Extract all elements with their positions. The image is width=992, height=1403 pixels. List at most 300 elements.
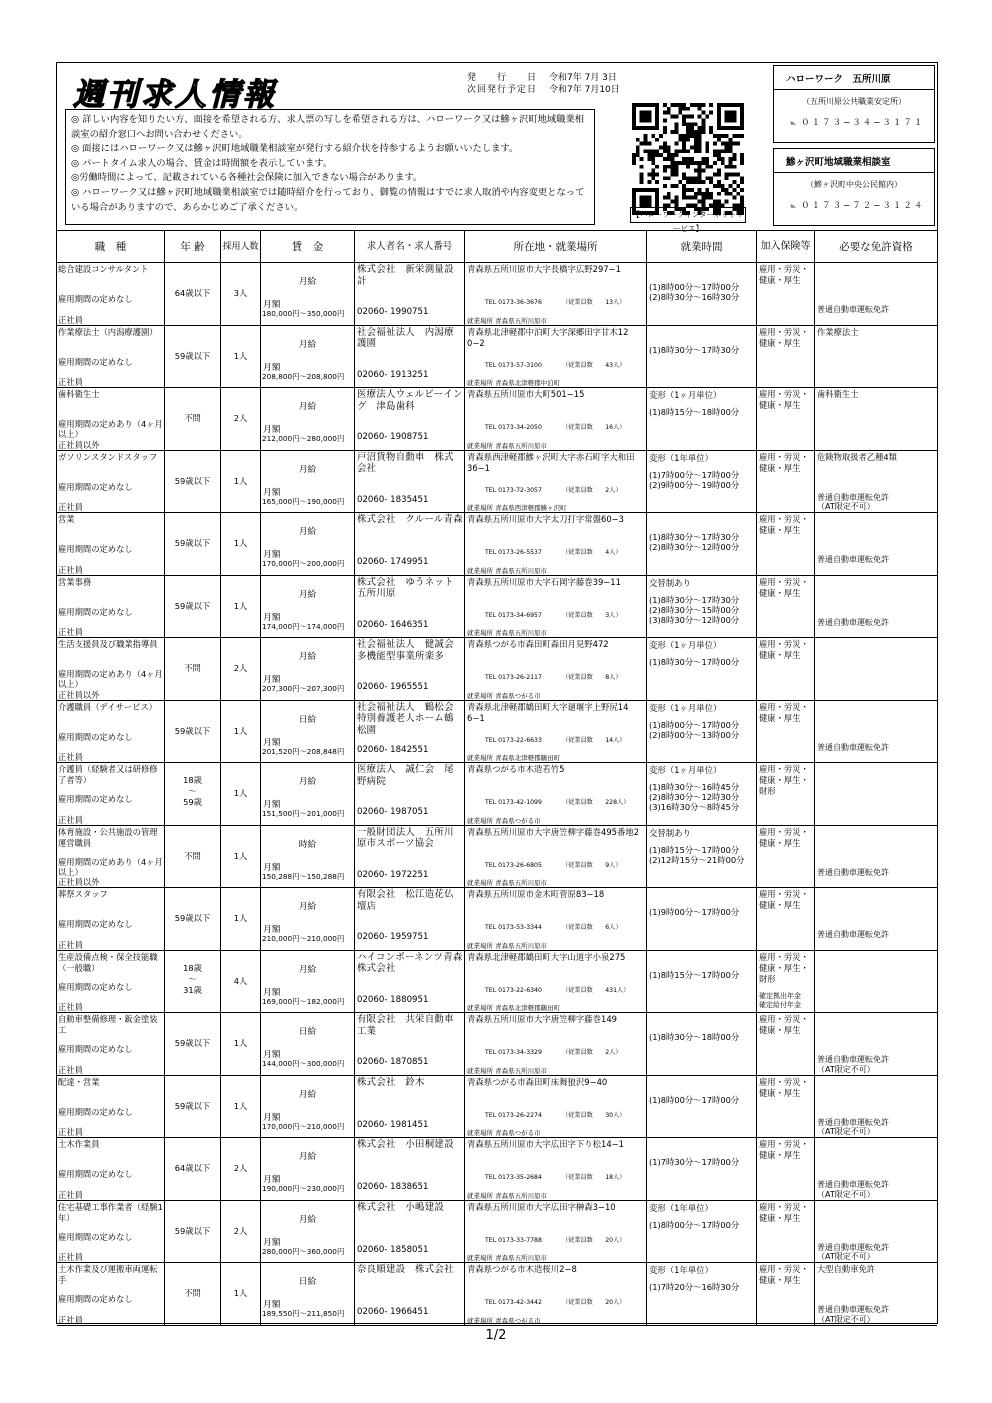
wage-range: 170,000円〜210,000円 bbox=[262, 1121, 345, 1131]
wage-range: 180,000円〜350,000円 bbox=[262, 309, 345, 318]
employment-type: 正社員 bbox=[58, 1127, 83, 1137]
location-cell bbox=[465, 1138, 647, 1200]
employer-cell bbox=[355, 263, 465, 325]
employee-count: （従業員数 431人） bbox=[561, 986, 630, 994]
license-line: 普通自動車運転免許 bbox=[817, 867, 889, 877]
hire-count: 3人 bbox=[233, 288, 248, 298]
hire-count: 1人 bbox=[233, 725, 248, 736]
notice-line: ◎労働時間によって、記載されている各種社会保険に加入できない場合があります。 bbox=[71, 172, 423, 184]
col-job: 職 種 bbox=[57, 231, 165, 263]
table-row[interactable] bbox=[57, 1263, 937, 1326]
address: 青森県五所川原市大町501−15 bbox=[467, 389, 585, 399]
employer-name: 医療法人 誠仁会 尾野病院 bbox=[357, 764, 454, 787]
employment-period: 雇用期間の定めなし bbox=[58, 1044, 133, 1054]
age-value: 59歳以下 bbox=[174, 1225, 211, 1236]
job-number: 02060- 1870851 bbox=[357, 1057, 429, 1067]
work-site: 就業場所 青森県北津軽郡鶴田町 bbox=[467, 1004, 561, 1012]
table-row[interactable] bbox=[57, 388, 937, 451]
location-cell bbox=[465, 326, 647, 388]
table-row[interactable] bbox=[57, 951, 937, 1014]
wage-type: 月給 bbox=[298, 964, 317, 975]
hire-count-cell bbox=[221, 951, 261, 1013]
employer-cell bbox=[355, 701, 465, 763]
employment-period: 雇用期間の定めなし bbox=[58, 981, 133, 992]
hours-variation: 変形（1ヶ月単位） bbox=[649, 702, 722, 713]
location-cell bbox=[465, 951, 647, 1013]
insurance-cell bbox=[757, 1076, 815, 1138]
wage-cell bbox=[261, 1138, 355, 1200]
notice-line: ◎ ハローワーク又は鰺ヶ沢町地域職業相談室では随時紹介を行っており、御覧の情報はすでに求人取消や内容変更となっている場合がありますので、あらかじめご了承ください。 bbox=[71, 186, 585, 213]
hire-count-cell bbox=[221, 263, 261, 325]
work-site: 就業場所 青森県北津軽郡鶴田町 bbox=[467, 754, 561, 762]
hire-count: 1人 bbox=[233, 350, 248, 361]
employer-cell bbox=[355, 1263, 465, 1325]
employee-count: （従業員数 16人） bbox=[561, 424, 626, 431]
license-list bbox=[817, 1118, 889, 1137]
hire-count: 2人 bbox=[233, 663, 248, 673]
license-list bbox=[817, 618, 889, 628]
wage-range: 207,300円〜207,300円 bbox=[262, 684, 345, 693]
age-cell bbox=[165, 951, 221, 1013]
job-title: 介護員（経験者又は研修修了者等） bbox=[58, 764, 158, 785]
insurance-extra: 確定給付年金 bbox=[759, 1000, 801, 1009]
wage-cell bbox=[261, 576, 355, 638]
address: 青森県五所川原市大字広田字榊森3−10 bbox=[467, 1201, 616, 1212]
employment-period: 雇用期間の定めなし bbox=[58, 606, 133, 617]
employer-name: 株式会社 小嶋建設 bbox=[357, 1201, 445, 1213]
tel-number: TEL 0173-42-1099 bbox=[485, 799, 542, 806]
notice-line: ◎ 面接にはハローワーク又は鰺ヶ沢町地域職業相談室が発行する紹介状を持参するようお願いいたします。 bbox=[71, 143, 519, 155]
employment-type: 正社員 bbox=[58, 1189, 83, 1200]
employer-name: 株式会社 ゆうネット五所川原 bbox=[357, 576, 454, 599]
location-cell bbox=[465, 1013, 647, 1075]
employment-type: 正社員以外 bbox=[58, 689, 100, 700]
table-row[interactable] bbox=[57, 326, 937, 389]
work-site: 就業場所 青森県五所川原市 bbox=[467, 1254, 548, 1262]
hours-cell bbox=[647, 1138, 757, 1200]
job-title: 生産設備点検・保全技能職（一般職） bbox=[58, 951, 158, 973]
tel-number: TEL 0173-22-6340 bbox=[485, 986, 542, 994]
wage-range: 190,000円〜230,000円 bbox=[262, 1184, 345, 1193]
employment-period: 雇用期間の定めなし bbox=[58, 1169, 133, 1179]
office-name: ハローワーク 五所川原 bbox=[774, 66, 934, 90]
office-tel bbox=[774, 116, 934, 128]
wage-unit: 月額 bbox=[263, 675, 281, 685]
office-name: 鰺ヶ沢町地域職業相談室 bbox=[774, 149, 934, 173]
employer-tel bbox=[485, 1047, 622, 1056]
employee-count: （従業員数 30人） bbox=[561, 1111, 626, 1119]
wage-range: 165,000円〜190,000円 bbox=[262, 496, 345, 506]
table-row[interactable] bbox=[57, 701, 937, 764]
job-cell bbox=[57, 513, 165, 575]
issue-label: 発 行 日 bbox=[467, 73, 538, 83]
hire-count-cell bbox=[221, 763, 261, 825]
wage-range: 144,000円〜300,000円 bbox=[262, 1059, 345, 1068]
insurance: 雇用・労災・健康・厚生 bbox=[759, 326, 809, 348]
employment-period: 雇用期間の定めなし bbox=[58, 1231, 133, 1242]
employer-tel bbox=[485, 485, 622, 494]
insurance-cell bbox=[757, 263, 815, 325]
location-cell bbox=[465, 576, 647, 638]
job-title: 自動車整備修理・鈑金塗装工 bbox=[58, 1014, 158, 1035]
notice-line: ◎ パートタイム求人の場合、賃金は時間額を表示しています。 bbox=[71, 157, 333, 169]
age-value: 59歳以下 bbox=[174, 538, 211, 548]
wage-cell bbox=[261, 763, 355, 825]
hours-variation: 変形（1年単位） bbox=[649, 1265, 713, 1275]
age-cell bbox=[165, 326, 221, 388]
wage-type: 月給 bbox=[298, 464, 317, 475]
work-site: 就業場所 青森県五所川原市 bbox=[467, 441, 548, 450]
license-list bbox=[817, 555, 889, 565]
hours-variation: 変形（1年単位） bbox=[649, 452, 713, 463]
job-cell bbox=[57, 951, 165, 1013]
wage-unit: 月額 bbox=[263, 987, 281, 998]
employment-type: 正社員以外 bbox=[58, 877, 100, 887]
shift-line: (1)8時00分〜17時00分 bbox=[649, 719, 740, 730]
insurance: 雇用・労災・健康・厚生 bbox=[759, 451, 809, 473]
table-row[interactable] bbox=[57, 1013, 937, 1076]
location-cell bbox=[465, 1076, 647, 1138]
insurance-cell bbox=[757, 1263, 815, 1325]
location-cell bbox=[465, 451, 647, 513]
tel-number: TEL 0173-34-2050 bbox=[485, 424, 542, 431]
insurance-cell bbox=[757, 1201, 815, 1263]
age-cell bbox=[165, 576, 221, 638]
hire-count-cell bbox=[221, 388, 261, 450]
tel-mark: ℡ bbox=[790, 120, 797, 127]
job-title: 土木作業及び運搬車両運転手 bbox=[58, 1264, 158, 1285]
job-number: 02060- 1880951 bbox=[357, 994, 429, 1005]
insurance-extra: 確定拠出年金 bbox=[759, 991, 801, 1000]
employer-tel bbox=[485, 1297, 626, 1306]
employer-cell bbox=[355, 1138, 465, 1200]
shift-list bbox=[649, 657, 739, 667]
employment-type: 正社員 bbox=[58, 377, 83, 387]
job-number: 02060- 1987051 bbox=[357, 807, 429, 817]
wage-type: 日給 bbox=[298, 1027, 317, 1037]
job-number: 02060- 1990751 bbox=[357, 307, 429, 317]
address: 青森県つがる市森田町森田月見野472 bbox=[467, 639, 609, 649]
shift-list bbox=[649, 907, 739, 917]
license-list bbox=[817, 868, 889, 878]
wage-cell bbox=[261, 451, 355, 513]
insurance: 雇用・労災・健康・厚生 bbox=[759, 826, 809, 848]
age-value: 不問 bbox=[184, 850, 201, 861]
wage-type: 月給 bbox=[298, 1152, 317, 1162]
address: 青森県つがる市森田町床舞狼沢9−40 bbox=[467, 1076, 608, 1087]
age-cell bbox=[165, 1138, 221, 1200]
license-line: 普通自動車運転免許 bbox=[817, 617, 889, 627]
issue-dates bbox=[467, 72, 620, 96]
table-row[interactable] bbox=[57, 1201, 937, 1264]
wage-cell bbox=[261, 1076, 355, 1138]
shift-list bbox=[649, 1032, 739, 1042]
license-list bbox=[817, 1243, 889, 1262]
office-tel bbox=[774, 199, 934, 211]
job-cell bbox=[57, 1076, 165, 1138]
employment-type: 正社員 bbox=[58, 1314, 83, 1325]
hours-cell bbox=[647, 638, 757, 700]
hours-cell bbox=[647, 576, 757, 638]
work-site: 就業場所 青森県つがる市 bbox=[467, 1129, 541, 1137]
employer-tel bbox=[485, 860, 622, 869]
job-number: 02060- 1835451 bbox=[357, 494, 429, 505]
employer-tel bbox=[485, 1235, 626, 1244]
wage-type: 月給 bbox=[298, 589, 317, 600]
age-cell bbox=[165, 826, 221, 888]
shift-list bbox=[649, 782, 739, 812]
address: 青森県北津軽郡鶴田町大字山道字小泉275 bbox=[467, 951, 626, 962]
employer-tel bbox=[485, 922, 622, 931]
wage-cell bbox=[261, 326, 355, 388]
tel-number: TEL 0173-26-2117 bbox=[485, 674, 542, 681]
wage-cell bbox=[261, 638, 355, 700]
table-row[interactable] bbox=[57, 576, 937, 639]
insurance-cell bbox=[757, 638, 815, 700]
address: 青森県西津軽郡鰺ヶ沢町大字赤石町字大和田36−1 bbox=[467, 451, 635, 473]
age-value: 59歳以下 bbox=[174, 1038, 211, 1048]
job-cell bbox=[57, 326, 165, 388]
office-goshogawara bbox=[773, 65, 935, 143]
shift-list bbox=[649, 845, 744, 865]
license-line: 普通自動車運転免許 bbox=[817, 1180, 889, 1189]
license-top: 作業療法士 bbox=[817, 326, 859, 337]
address: 青森県五所川原市大字石岡字藤巻39−11 bbox=[467, 576, 621, 587]
license-line: （AT限定不可） bbox=[817, 1064, 875, 1074]
shift-line: (2)8時00分〜13時00分 bbox=[649, 729, 740, 740]
employment-type: 正社員以外 bbox=[58, 439, 100, 450]
age-cell bbox=[165, 1076, 221, 1138]
table-row[interactable] bbox=[57, 1076, 937, 1139]
employment-type: 正社員 bbox=[58, 939, 83, 950]
job-title: 体育施設・公共施設の管理運営職員 bbox=[58, 826, 158, 848]
work-site: 就業場所 青森県北津軽郡中泊町 bbox=[467, 379, 561, 387]
work-site: 就業場所 青森県五所川原市 bbox=[467, 941, 548, 950]
license-cell bbox=[815, 888, 937, 950]
job-cell bbox=[57, 1138, 165, 1200]
location-cell bbox=[465, 888, 647, 950]
employer-cell bbox=[355, 888, 465, 950]
employer-cell bbox=[355, 451, 465, 513]
age-cell bbox=[165, 638, 221, 700]
job-number: 02060- 1965551 bbox=[357, 682, 429, 692]
insurance: 雇用・労災・健康・厚生 bbox=[759, 889, 809, 910]
hire-count-cell bbox=[221, 576, 261, 638]
col-employer: 求人者名・求人番号 bbox=[355, 231, 465, 263]
license-top: 危険物取扱者乙種4類 bbox=[817, 451, 897, 462]
shift-line: (2)8時30分〜15時00分 bbox=[649, 604, 740, 615]
age-value: 不問 bbox=[184, 663, 201, 673]
license-top: 歯科衛生士 bbox=[817, 389, 859, 399]
wage-range: 174,000円〜174,000円 bbox=[262, 621, 345, 631]
address: 青森県五所川原市大字太刀打字常盤60−3 bbox=[467, 514, 625, 524]
hours-cell bbox=[647, 326, 757, 388]
insurance-cell bbox=[757, 763, 815, 825]
work-site: 就業場所 青森県五所川原市 bbox=[467, 316, 548, 325]
wage-unit: 月額 bbox=[263, 925, 281, 935]
job-title: 営業事務 bbox=[58, 576, 92, 587]
shift-line: (1)8時30分〜16時45分 bbox=[649, 782, 740, 792]
insurance: 雇用・労災・健康・厚生 bbox=[759, 1264, 809, 1285]
age-cell bbox=[165, 513, 221, 575]
tel-number: TEL 0173-53-3344 bbox=[485, 924, 542, 931]
shift-line: (2)8時30分〜16時30分 bbox=[649, 292, 740, 302]
insurance: 雇用・労災・健康・厚生・財形 bbox=[759, 951, 809, 984]
wage-unit: 月額 bbox=[263, 800, 281, 810]
wage-unit: 月額 bbox=[263, 487, 281, 498]
hire-count: 1人 bbox=[233, 1288, 248, 1298]
hire-count-cell bbox=[221, 513, 261, 575]
col-wage: 賃 金 bbox=[261, 231, 355, 263]
wage-range: 280,000円〜360,000円 bbox=[262, 1246, 345, 1256]
shift-line: (1)8時30分〜17時30分 bbox=[649, 594, 740, 605]
shift-line: (1)8時30分〜18時00分 bbox=[649, 1032, 740, 1042]
hours-variation: 交替制あり bbox=[649, 577, 691, 588]
shift-line: (2)12時15分〜21時00分 bbox=[649, 854, 745, 865]
wage-type: 月給 bbox=[298, 339, 317, 350]
work-site: 就業場所 青森県五所川原市 bbox=[467, 879, 548, 887]
location-cell bbox=[465, 513, 647, 575]
employer-cell bbox=[355, 951, 465, 1013]
license-top: 大型自動車免許 bbox=[817, 1264, 876, 1274]
license-cell bbox=[815, 763, 937, 825]
job-cell bbox=[57, 451, 165, 513]
wage-cell bbox=[261, 888, 355, 950]
hours-cell bbox=[647, 951, 757, 1013]
office-tel-number: ０１７３−７２−３１２４ bbox=[801, 201, 925, 211]
insurance: 雇用・労災・健康・厚生 bbox=[759, 701, 809, 723]
wage-unit: 月額 bbox=[263, 862, 281, 873]
shift-list bbox=[649, 470, 739, 490]
hours-cell bbox=[647, 1013, 757, 1075]
employer-cell bbox=[355, 388, 465, 450]
qr-code-icon[interactable] bbox=[632, 103, 744, 215]
employment-period: 雇用期間の定めなし bbox=[58, 1106, 133, 1117]
table-row[interactable] bbox=[57, 763, 937, 826]
address: 青森県北津軽郡鶴田町大字廻堰字上野尻14 6−1 bbox=[467, 701, 637, 723]
notice-box bbox=[65, 109, 595, 225]
table-row[interactable] bbox=[57, 1138, 937, 1201]
shift-line: (1)8時30分〜17時00分 bbox=[649, 657, 740, 667]
hire-count: 1人 bbox=[233, 788, 248, 798]
employment-type: 正社員 bbox=[58, 1252, 83, 1262]
wage-type: 月給 bbox=[298, 402, 317, 412]
hire-count-cell bbox=[221, 1201, 261, 1263]
shift-line: (1)8時15分〜17時00分 bbox=[649, 969, 740, 980]
job-title: ガソリンスタンドスタッフ bbox=[58, 451, 158, 462]
license-line: （AT限定不可） bbox=[817, 1314, 875, 1324]
work-site: 就業場所 青森県つがる市 bbox=[467, 691, 541, 700]
table-row[interactable] bbox=[57, 638, 937, 701]
col-license: 必要な免許資格 bbox=[839, 241, 913, 253]
hire-count: 1人 bbox=[233, 475, 248, 486]
hours-variation: 変形（1年単位） bbox=[649, 1202, 713, 1213]
license-cell bbox=[815, 701, 937, 763]
hours-cell bbox=[647, 1263, 757, 1325]
shift-line: (1)8時00分〜17時00分 bbox=[649, 1219, 740, 1230]
employer-cell bbox=[355, 1013, 465, 1075]
wage-cell bbox=[261, 263, 355, 325]
wage-range: 208,800円〜208,800円 bbox=[262, 371, 345, 381]
employer-name: 株式会社 新栄測量設計 bbox=[357, 264, 454, 287]
age-value: 18歳 〜 59歳 bbox=[183, 775, 202, 807]
table-row[interactable] bbox=[57, 826, 937, 889]
tel-mark: ℡ bbox=[790, 203, 797, 210]
license-line: 普通自動車運転免許 bbox=[817, 1117, 889, 1127]
hire-count-cell bbox=[221, 451, 261, 513]
hours-variation: 変形（1ヶ月単位） bbox=[649, 390, 722, 400]
wage-unit: 月額 bbox=[263, 550, 281, 560]
license-line: 普通自動車運転免許 bbox=[817, 930, 889, 939]
col-age: 年 齢 bbox=[165, 231, 221, 263]
insurance: 雇用・労災・健康・厚生 bbox=[759, 1139, 809, 1160]
shift-line: (3)16時30分〜8時45分 bbox=[649, 802, 740, 812]
insurance-extras bbox=[759, 992, 801, 1010]
wage-cell bbox=[261, 1201, 355, 1263]
age-cell bbox=[165, 451, 221, 513]
shift-list bbox=[649, 970, 739, 980]
wage-unit: 月額 bbox=[263, 1300, 281, 1310]
tel-number: TEL 0173-42-3442 bbox=[485, 1299, 542, 1306]
table-row[interactable] bbox=[57, 513, 937, 576]
job-title: 総合建設コンサルタント bbox=[58, 264, 149, 274]
employment-period: 雇用期間の定めなし bbox=[58, 731, 133, 742]
work-site: 就業場所 青森県五所川原市 bbox=[467, 1191, 548, 1200]
wage-unit: 月額 bbox=[263, 1175, 281, 1185]
license-list bbox=[817, 1055, 889, 1074]
employee-count: （従業員数 2人） bbox=[561, 486, 622, 494]
hire-count-cell bbox=[221, 326, 261, 388]
employee-count: （従業員数 18人） bbox=[561, 1174, 626, 1181]
employee-count: （従業員数 8人） bbox=[561, 674, 622, 681]
age-cell bbox=[165, 388, 221, 450]
hire-count-cell bbox=[221, 1263, 261, 1325]
hours-cell bbox=[647, 763, 757, 825]
shift-list bbox=[649, 1282, 739, 1292]
job-cell bbox=[57, 826, 165, 888]
address: 青森県五所川原市大字長橋字広野297−1 bbox=[467, 264, 621, 274]
shift-line: (1)8時30分〜17時30分 bbox=[649, 532, 740, 542]
age-value: 59歳以下 bbox=[174, 1100, 211, 1111]
insurance-cell bbox=[757, 951, 815, 1013]
license-list bbox=[817, 930, 889, 940]
wage-range: 210,000円〜210,000円 bbox=[262, 934, 345, 943]
wage-cell bbox=[261, 513, 355, 575]
shift-line: (1)9時00分〜17時00分 bbox=[649, 907, 740, 917]
employer-cell bbox=[355, 1201, 465, 1263]
insurance-cell bbox=[757, 576, 815, 638]
hours-cell bbox=[647, 263, 757, 325]
table-row[interactable] bbox=[57, 888, 937, 951]
employer-tel bbox=[485, 297, 626, 306]
insurance: 雇用・労災・健康・厚生・財形 bbox=[759, 764, 809, 796]
employment-type: 正社員 bbox=[58, 814, 83, 825]
employer-tel bbox=[485, 735, 626, 744]
shift-list bbox=[649, 345, 739, 355]
shift-line: (3)8時30分〜12時00分 bbox=[649, 614, 740, 625]
insurance-cell bbox=[757, 388, 815, 450]
table-row[interactable] bbox=[57, 451, 937, 514]
shift-line: (1)7時30分〜17時00分 bbox=[649, 1157, 740, 1167]
insurance: 雇用・労災・健康・厚生 bbox=[759, 1014, 809, 1035]
employment-period: 雇用期間の定めなし bbox=[58, 794, 133, 804]
license-cell bbox=[815, 326, 937, 388]
table-row[interactable] bbox=[57, 263, 937, 326]
job-number: 02060- 1913251 bbox=[357, 369, 429, 380]
hire-count-cell bbox=[221, 1076, 261, 1138]
license-line: （AT限定不可） bbox=[817, 1189, 875, 1199]
col-hours: 就業時間 bbox=[647, 231, 757, 263]
